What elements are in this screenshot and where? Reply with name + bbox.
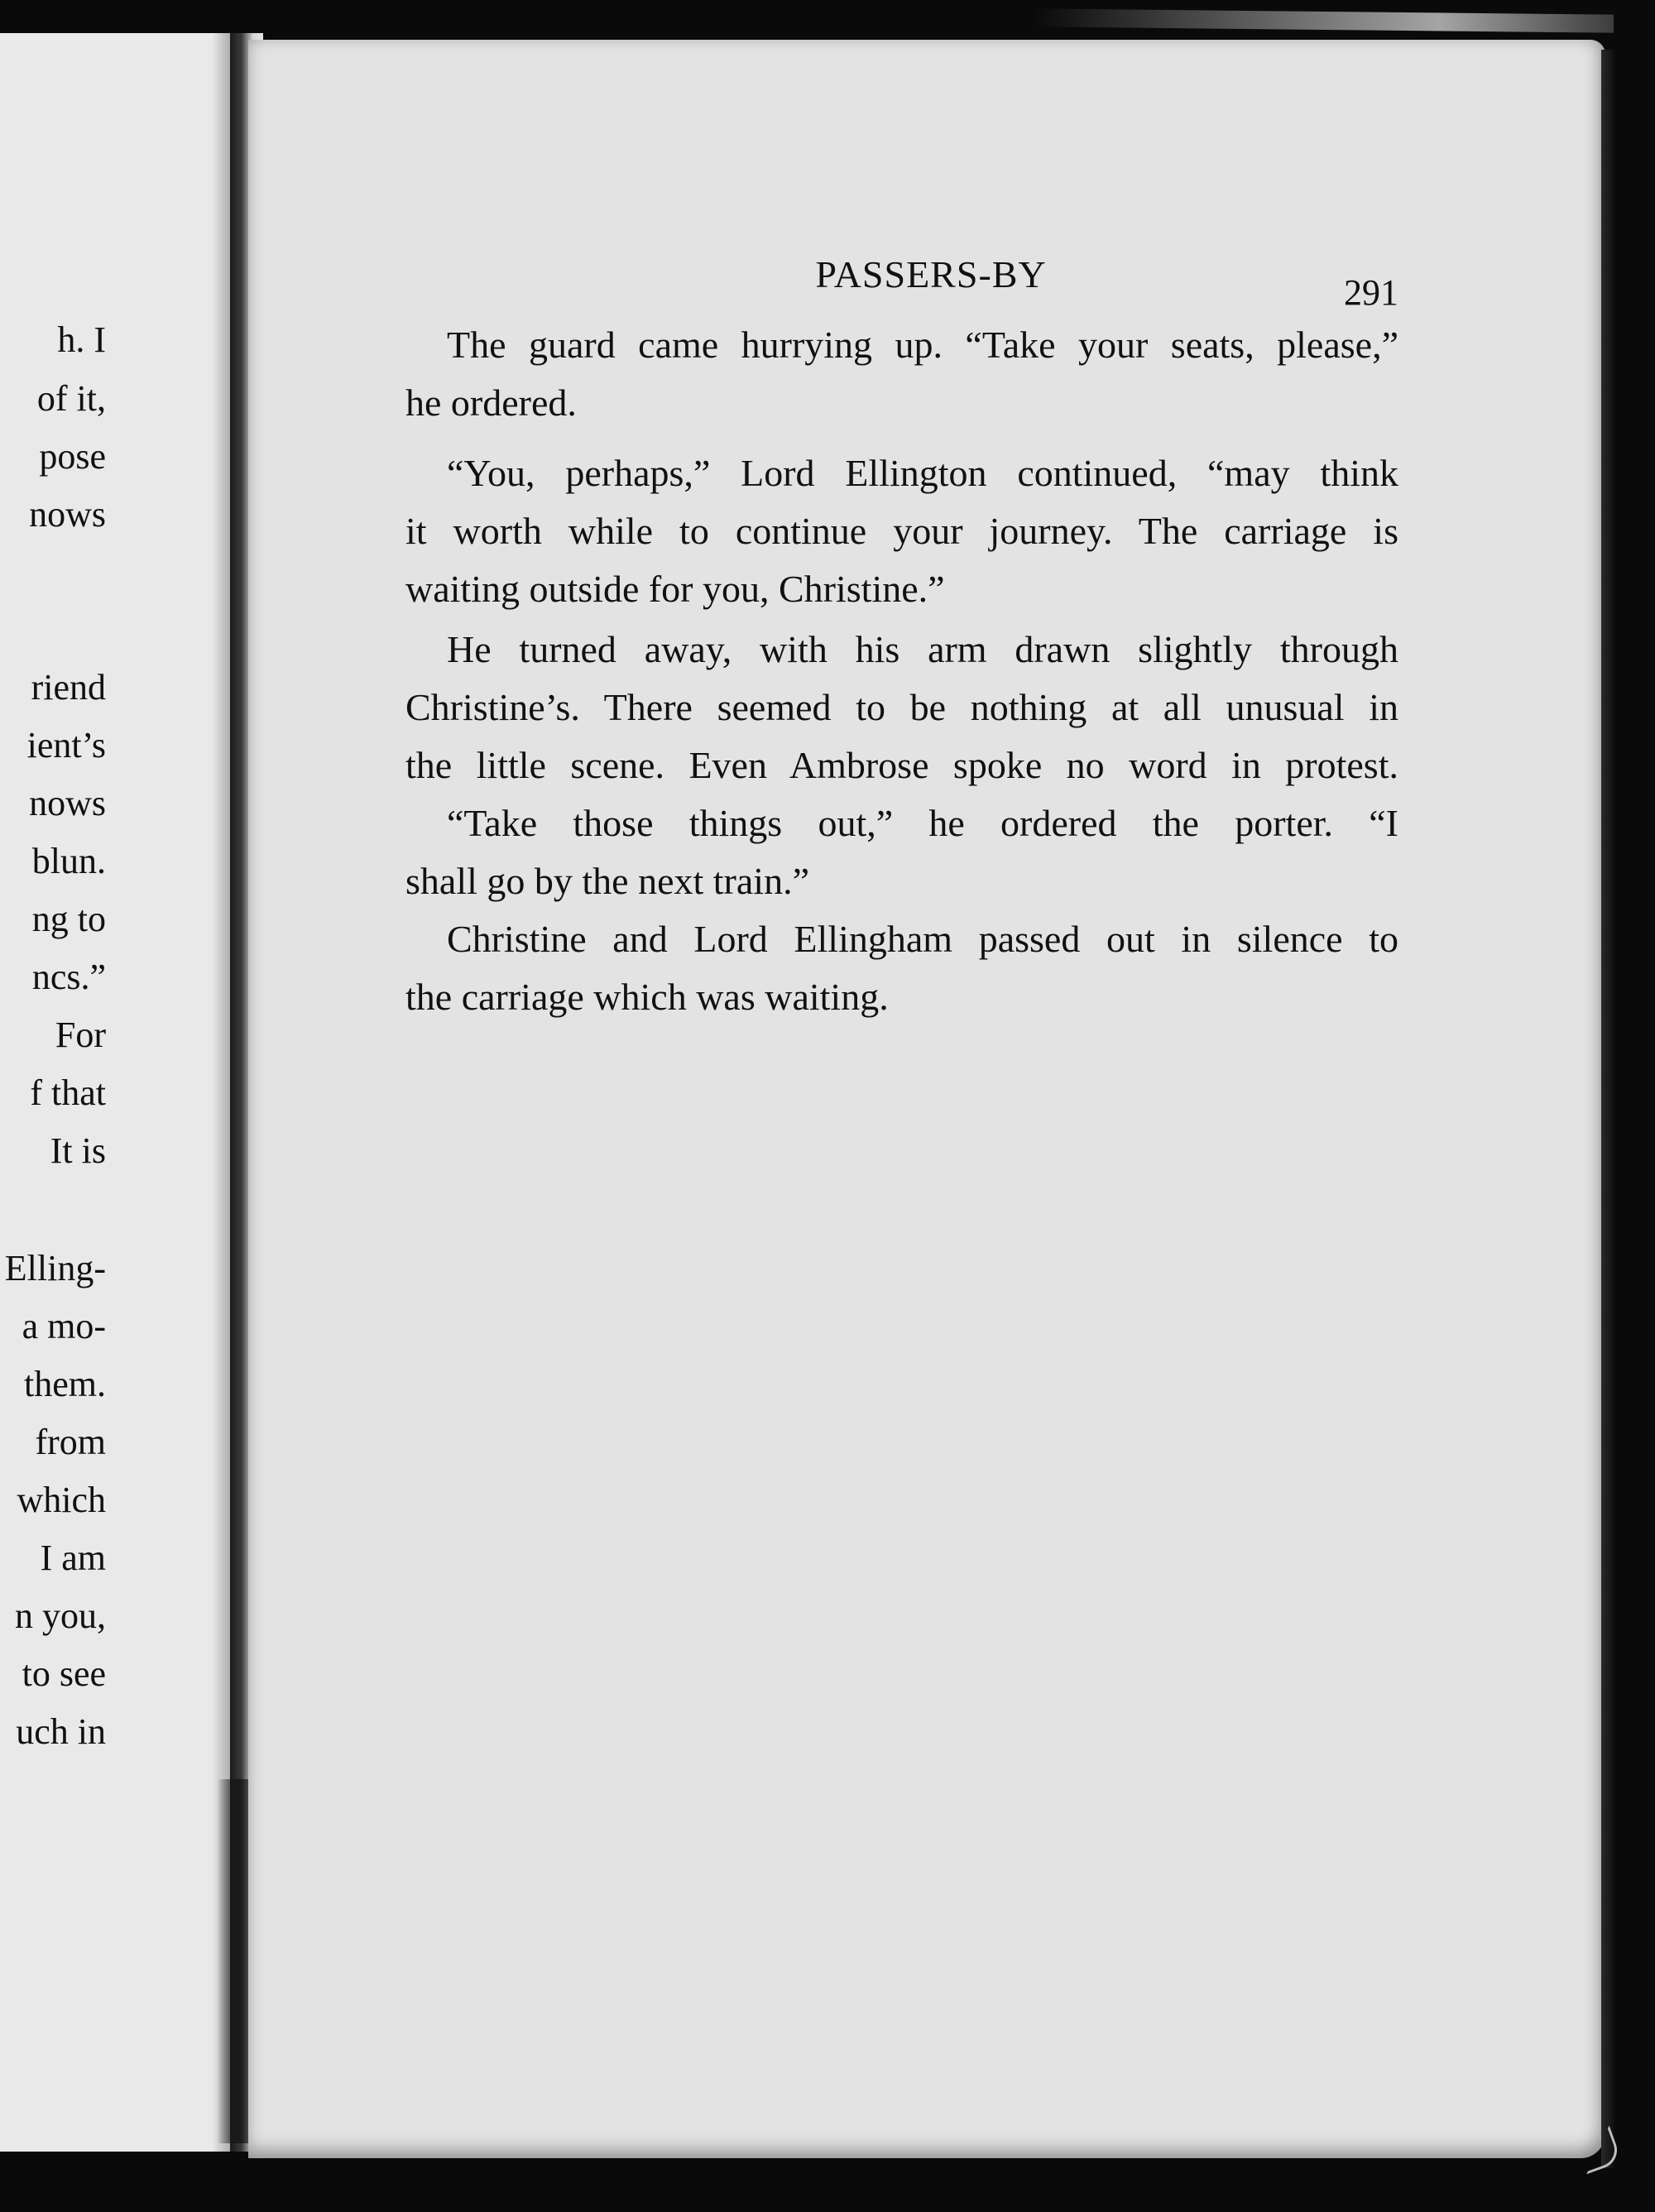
body-text-line: it worth while to continue your journey. The carriage is — [405, 510, 1398, 552]
left-page-line: nows — [29, 783, 106, 823]
body-text-line: “Take those things out,” he ordered the porter. “I — [447, 802, 1398, 844]
left-page-line: which — [17, 1480, 106, 1520]
left-page-line: to see — [22, 1653, 106, 1694]
left-page-line: Elling- — [4, 1248, 106, 1288]
left-page-line: h. I — [57, 319, 106, 360]
left-page-line: blun. — [31, 841, 106, 881]
left-page-line: ncs.” — [31, 957, 106, 997]
left-page-line: ient’s — [26, 725, 106, 765]
body-text-line: The guard came hurrying up. “Take your seats, please,” — [447, 324, 1398, 366]
left-page-line: riend — [31, 667, 106, 708]
body-text-line: Christine and Lord Ellingham passed out in silence to — [447, 918, 1398, 960]
left-page-line: It is — [50, 1130, 106, 1171]
body-text-line: He turned away, with his arm drawn slightly through — [447, 628, 1398, 670]
left-page-line: of it, — [36, 378, 106, 419]
running-head: PASSERS-BY — [815, 253, 1047, 295]
body-text-line: the little scene. Even Ambrose spoke no word in protest. — [405, 744, 1398, 786]
body-text-line: the carriage which was waiting. — [405, 976, 889, 1018]
left-page-line: ng to — [31, 899, 106, 939]
scan-artifact-streak — [1034, 8, 1614, 32]
left-page-line: a mo- — [22, 1306, 106, 1346]
left-page-line: uch in — [16, 1711, 106, 1752]
left-page-line: pose — [39, 436, 106, 477]
left-page-line: from — [35, 1422, 106, 1462]
left-page-line: n you, — [15, 1595, 106, 1636]
page-number: 291 — [1344, 272, 1398, 313]
body-text-line: “You, perhaps,” Lord Ellington continued, “may think — [447, 452, 1398, 494]
body-text-line: waiting outside for you, Christine.” — [405, 568, 945, 610]
left-page-line: For — [55, 1015, 106, 1055]
facing-page-left — [0, 33, 230, 2152]
left-page-line: them. — [24, 1364, 106, 1404]
left-page-line: I am — [40, 1538, 106, 1578]
body-text-line: Christine’s. There seemed to be nothing at all unusual in — [405, 686, 1398, 728]
left-page-line: nows — [29, 494, 106, 535]
body-text-line: he ordered. — [405, 381, 577, 424]
left-page-line: f that — [30, 1072, 106, 1113]
body-text-line: shall go by the next train.” — [405, 860, 809, 902]
page-edge — [1601, 50, 1614, 2168]
